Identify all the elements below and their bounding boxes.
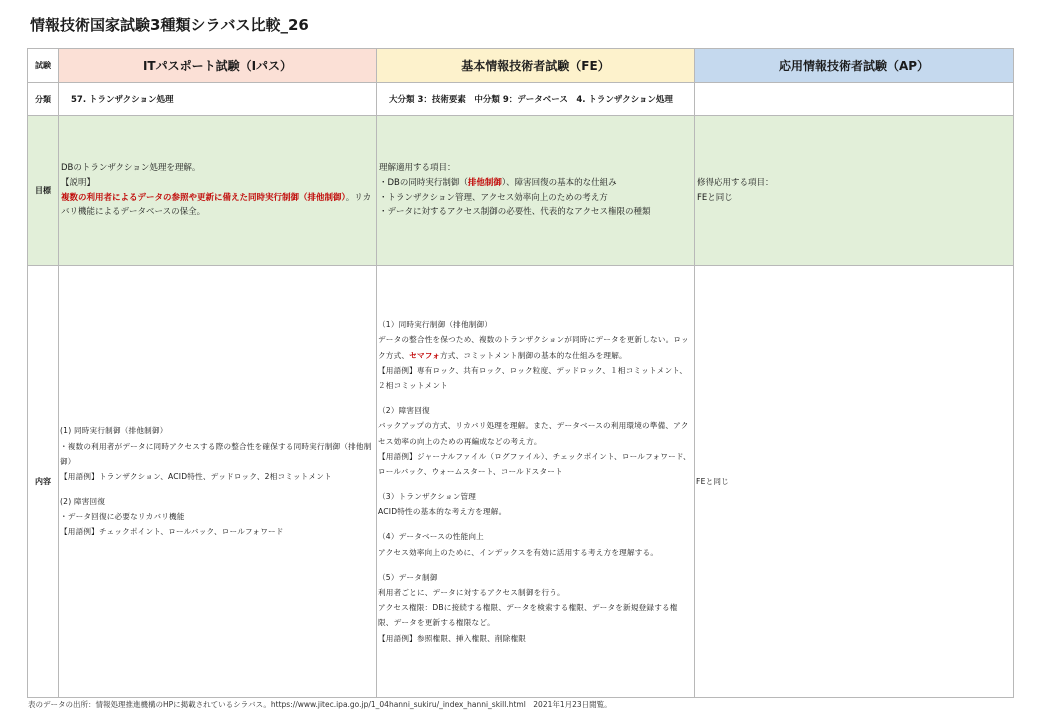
category-ap: [695, 83, 1014, 116]
content-fe-s4-body: アクセス効率向上のために、インデックスを有効に活用する考え方を理解する。: [378, 547, 659, 557]
goal-ip-line2: 【説明】: [61, 177, 96, 188]
content-ip-s2-title: (2) 障害回復: [60, 497, 106, 507]
content-row: [28, 266, 1014, 698]
content-fe-s2-body: バックアップの方式、リカバリ処理を理解。また、データベースの利用環境の準備、アクセス効率の向上のための再編成などの考え方。: [378, 421, 689, 446]
goal-ip-line1: DBのトランザクション処理を理解。: [61, 162, 201, 173]
content-fe-s3-body: ACID特性の基本的な考え方を理解。: [378, 507, 507, 517]
content-ip-s2-body: ・データ回復に必要なリカバリ機能: [60, 512, 185, 522]
header-fe: 基本情報技術者試験（FE）: [377, 49, 695, 83]
category-ip: 57. トランザクション処理: [59, 83, 377, 116]
goal-fe-line4: ・データに対するアクセス制御の必要性、代表的なアクセス権限の種類: [379, 207, 651, 218]
syllabus-table: [27, 48, 1014, 698]
content-ip-s2-terms: 【用語例】チェックポイント、ロールバック、ロールフォワード: [60, 527, 284, 537]
content-fe-s2-terms: 【用語例】ジャーナルファイル（ログファイル）、チェックポイント、ロールフォワード、ロールバック、ウォームスタート、コールドスタート: [378, 451, 691, 476]
header-row: [28, 49, 1014, 83]
header-ap: 応用情報技術者試験（AP）: [695, 49, 1014, 83]
content-ap: FEと同じ: [695, 266, 1014, 698]
content-fe-s4-title: （4）データベースの性能向上: [378, 532, 484, 542]
content-fe-s1-terms: 【用語例】専有ロック、共有ロック、ロック粒度、デッドロック、１相コミットメント、２相コミットメント: [378, 365, 688, 390]
source-footnote: 表のデータの出所：情報処理推進機構のHPに掲載されているシラバス。https://www.jitec.ipa.go.jp/1_04hanni_sukiru/_index_hanni_skill.html 2021年1月23日閲覧。: [28, 700, 612, 709]
category-row: [28, 83, 1014, 116]
content-fe: [377, 266, 695, 698]
goal-ap-line2: FEと同じ: [697, 192, 733, 203]
goal-fe-line2-pre: ・DBの同時実行制御（: [379, 177, 468, 188]
goal-fe-line2-post: ）、障害回復の基本的な仕組み: [501, 177, 617, 188]
category-fe: 大分類 3：技術要素 中分類 9：データベース 4. トランザクション処理: [377, 83, 695, 116]
content-ip-s1-title: (1) 同時実行制御（排他制御）: [60, 426, 168, 436]
content-ip-s1-body: ・複数の利用者がデータに同時アクセスする際の整合性を確保する同時実行制御（排他制御）: [60, 441, 372, 466]
content-ip-s1-terms: 【用語例】トランザクション、ACID特性、デッドロック、2相コミットメント: [60, 471, 332, 481]
content-fe-s1-body-pre: データの整合性を保つため、複数のトランザクションが同時にデータを更新しない。ロック方式、: [378, 335, 689, 360]
content-fe-s5-body2: アクセス権限：DBに接続する権限、データを検索する権限、データを新規登録する権限、データを更新する権限など。: [378, 603, 678, 628]
row-label-goal: 目標: [28, 116, 59, 266]
content-fe-s1-body-post: 方式、コミットメント制御の基本的な仕組みを理解。: [439, 350, 627, 360]
goal-fe-line1: 理解適用する項目：: [379, 162, 456, 173]
content-fe-s2-title: （2）障害回復: [378, 406, 430, 416]
page-title: 情報技術国家試験3種類シラバス比較_26: [30, 16, 309, 34]
content-fe-s5-body1: 利用者ごとに、データに対するアクセス制御を行う。: [378, 588, 565, 598]
content-ip: [59, 266, 377, 698]
goal-ip-rest: 。リカバリ機能によるデータベースの保全。: [61, 192, 372, 218]
goal-row: [28, 116, 1014, 266]
goal-fe: [377, 116, 695, 266]
header-ip: ITパスポート試験（Iパス）: [59, 49, 377, 83]
content-fe-s1-highlight: セマフォ: [409, 350, 440, 360]
content-fe-s5-title: （5）データ制御: [378, 572, 438, 582]
goal-ip-highlight: 複数の利用者によるデータの参照や更新に備えた同時実行制御（排他制御）: [61, 192, 346, 203]
goal-fe-highlight: 排他制御: [467, 177, 502, 188]
row-label-content: 内容: [28, 266, 59, 698]
row-label-exam: 試験: [28, 49, 59, 83]
content-fe-s3-title: （3）トランザクション管理: [378, 492, 477, 502]
goal-ap-line1: 修得応用する項目：: [697, 177, 774, 188]
row-label-category: 分類: [28, 83, 59, 116]
goal-ap: [695, 116, 1014, 266]
goal-fe-line3: ・トランザクション管理、アクセス効率向上のための考え方: [379, 192, 608, 203]
content-fe-s1-title: （1）同時実行制御（排他制御）: [378, 320, 493, 330]
goal-ip: [59, 116, 377, 266]
content-fe-s5-terms: 【用語例】参照権限、挿入権限、削除権限: [378, 633, 527, 643]
